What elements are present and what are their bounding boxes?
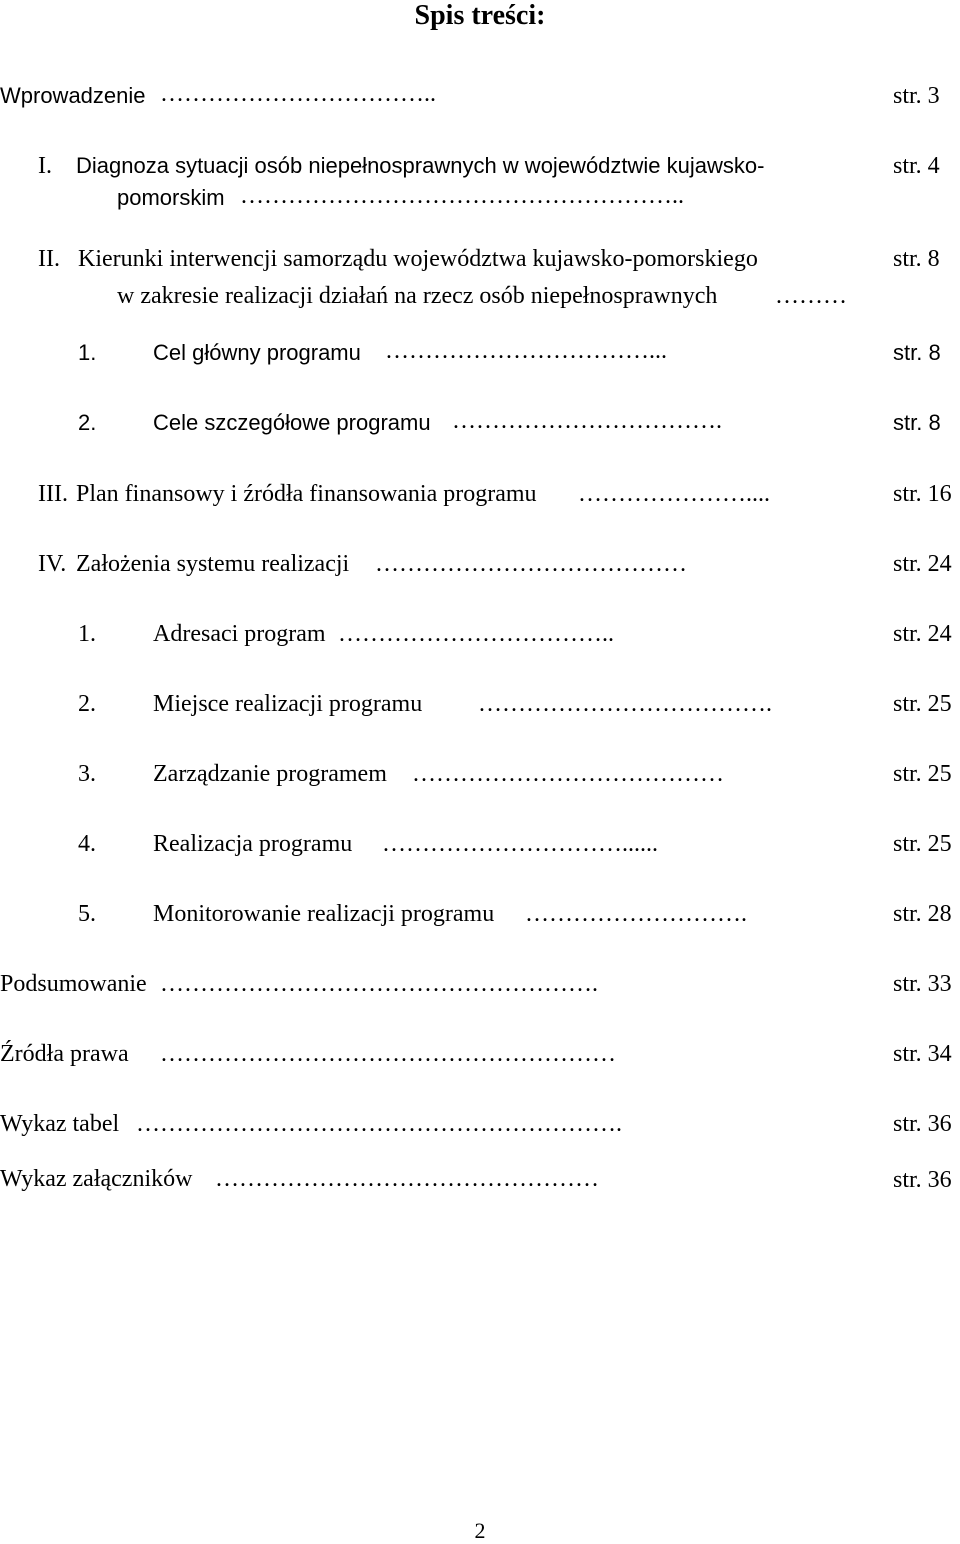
toc-leader: ………………….... bbox=[578, 481, 770, 507]
toc-leader: …………………………….. bbox=[160, 81, 436, 107]
toc-leader: ……………………………... bbox=[385, 338, 667, 364]
toc-page-ref: str. 28 bbox=[893, 901, 952, 927]
toc-leader: …………………………...... bbox=[382, 831, 658, 857]
toc-leader: ………………………………… bbox=[375, 551, 687, 577]
toc-leader: ……………………………. bbox=[452, 408, 722, 434]
toc-entry-text: Założenia systemu realizacji bbox=[76, 551, 350, 577]
toc-leader: ………………………………. bbox=[478, 691, 772, 717]
toc-page-ref: str. 8 bbox=[893, 340, 941, 365]
toc-entry-number: I. bbox=[38, 153, 52, 179]
toc-entry-number: 2. bbox=[78, 410, 97, 435]
toc-page-ref: str. 8 bbox=[893, 246, 940, 272]
toc-entry-text: Podsumowanie bbox=[0, 971, 147, 997]
toc-entry-number: 2. bbox=[78, 691, 96, 717]
toc-page-ref: str. 33 bbox=[893, 971, 952, 997]
toc-entry-text: Monitorowanie realizacji programu bbox=[153, 901, 495, 927]
toc-entry-text: Wykaz załączników bbox=[0, 1166, 193, 1192]
toc-page-ref: str. 36 bbox=[893, 1111, 952, 1137]
toc-entry-number: 1. bbox=[78, 340, 97, 365]
toc-page-ref: str. 25 bbox=[893, 831, 952, 857]
toc-entry-number: 3. bbox=[78, 761, 96, 787]
toc-page-ref: str. 24 bbox=[893, 621, 952, 647]
toc-page-ref: str. 36 bbox=[893, 1167, 952, 1193]
toc-entry-text: Plan finansowy i źródła finansowania programu bbox=[76, 481, 537, 507]
page-title: Spis treści: bbox=[414, 0, 546, 31]
toc-page-ref: str. 8 bbox=[893, 410, 941, 435]
toc-entry-text: Cele szczegółowe programu bbox=[153, 410, 431, 435]
toc-page-ref: str. 25 bbox=[893, 761, 952, 787]
toc-entry-text-continued: w zakresie realizacji działań na rzecz osób niepełnosprawnych bbox=[117, 283, 718, 309]
toc-page-ref: str. 34 bbox=[893, 1041, 952, 1067]
toc-page-ref: str. 25 bbox=[893, 691, 952, 717]
toc-entry-text: Wykaz tabel bbox=[0, 1111, 120, 1137]
toc-entry-text: Źródła prawa bbox=[0, 1041, 129, 1067]
toc-leader: …………………………….. bbox=[338, 621, 614, 647]
toc-entry-text-continued: pomorskim bbox=[117, 185, 225, 210]
toc-entry-text: Diagnoza sytuacji osób niepełnosprawnych w województwie kujawsko- bbox=[76, 153, 765, 178]
toc-entry-text: Adresaci program bbox=[153, 621, 326, 647]
toc-leader: ………………………………………………… bbox=[160, 1041, 616, 1067]
toc-leader: ……………………………………………………. bbox=[136, 1111, 622, 1137]
toc-entry-text: Cel główny programu bbox=[153, 340, 361, 365]
toc-leader: ………………………. bbox=[525, 901, 747, 927]
toc-leader: ………………………………………… bbox=[215, 1166, 599, 1192]
toc-entry-number: III. bbox=[38, 481, 68, 507]
toc-entry-text: Kierunki interwencji samorządu województwa kujawsko-pomorskiego bbox=[78, 246, 758, 272]
toc-leader: ………………………………………………. bbox=[160, 971, 598, 997]
toc-entry-text: Miejsce realizacji programu bbox=[153, 691, 423, 717]
toc-page-ref: str. 3 bbox=[893, 83, 940, 109]
toc-entry-number: 1. bbox=[78, 621, 96, 647]
toc-entry-number: 4. bbox=[78, 831, 96, 857]
toc-entry-number: 5. bbox=[78, 901, 96, 927]
toc-entry-text: Realizacja programu bbox=[153, 831, 353, 857]
toc-entry-number: II. bbox=[38, 246, 60, 272]
toc-page-ref: str. 4 bbox=[893, 153, 940, 179]
toc-leader: ……… bbox=[775, 283, 847, 309]
toc-page-ref: str. 16 bbox=[893, 481, 952, 507]
toc-leader: ……………………………………………….. bbox=[240, 183, 684, 209]
page-number: 2 bbox=[474, 1518, 486, 1543]
toc-leader: ………………………………… bbox=[412, 761, 724, 787]
toc-entry-number: IV. bbox=[38, 551, 67, 577]
toc-entry-text: Zarządzanie programem bbox=[153, 761, 387, 787]
toc-entry-text: Wprowadzenie bbox=[0, 83, 146, 108]
toc-page-ref: str. 24 bbox=[893, 551, 952, 577]
